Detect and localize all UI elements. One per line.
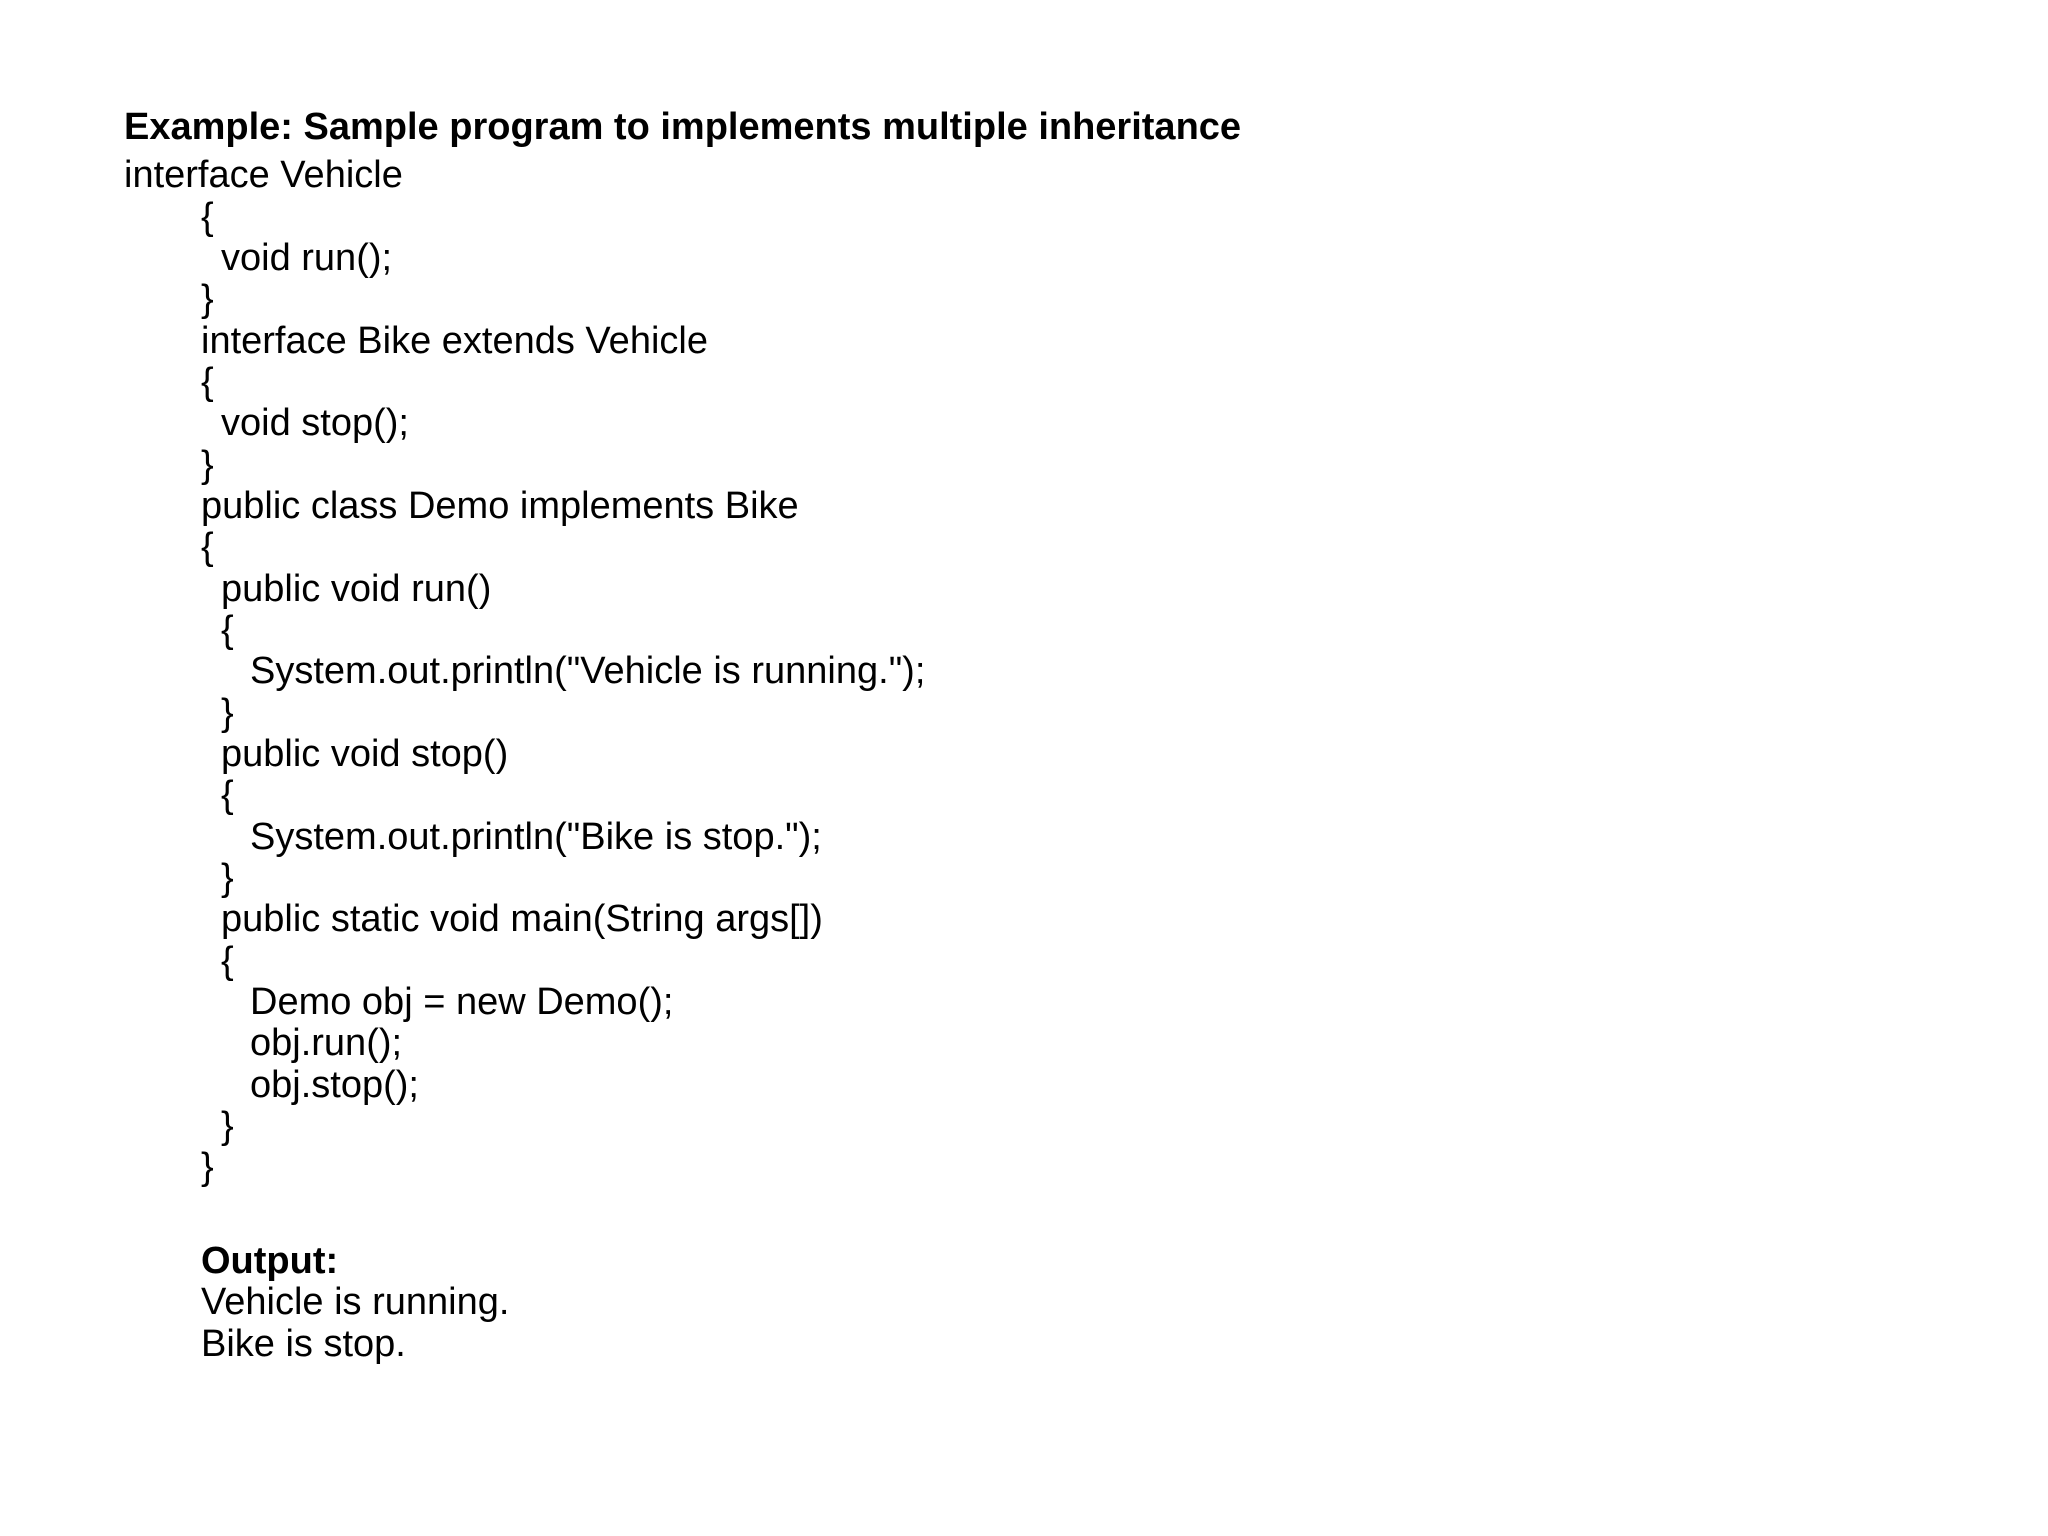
code-line: interface Vehicle — [124, 154, 403, 196]
code-line: } — [201, 1146, 214, 1188]
code-line: System.out.println("Bike is stop."); — [250, 816, 822, 858]
code-line: public class Demo implements Bike — [201, 485, 799, 527]
code-line: obj.stop(); — [250, 1064, 419, 1106]
code-line: void stop(); — [221, 402, 409, 444]
output-title: Output: — [201, 1240, 339, 1282]
code-line: { — [221, 940, 234, 982]
example-heading: Example: Sample program to implements multiple inheritance — [124, 106, 1242, 148]
code-line: public void stop() — [221, 733, 509, 775]
output-line: Bike is stop. — [201, 1323, 406, 1365]
code-line: } — [221, 857, 234, 899]
code-line: void run(); — [221, 237, 393, 279]
code-line: interface Bike extends Vehicle — [201, 320, 708, 362]
code-line: { — [221, 609, 234, 651]
code-line: public static void main(String args[]) — [221, 898, 823, 940]
code-line: { — [201, 196, 214, 238]
code-line: public void run() — [221, 568, 492, 610]
code-line: } — [201, 278, 214, 320]
code-line: { — [201, 526, 214, 568]
code-line: System.out.println("Vehicle is running."); — [250, 650, 926, 692]
code-line: { — [201, 361, 214, 403]
code-line: } — [221, 1105, 234, 1147]
code-line: obj.run(); — [250, 1022, 403, 1064]
code-line: { — [221, 774, 234, 816]
output-line: Vehicle is running. — [201, 1281, 510, 1323]
code-line: } — [201, 444, 214, 486]
code-line: Demo obj = new Demo(); — [250, 981, 674, 1023]
code-line: } — [221, 692, 234, 734]
